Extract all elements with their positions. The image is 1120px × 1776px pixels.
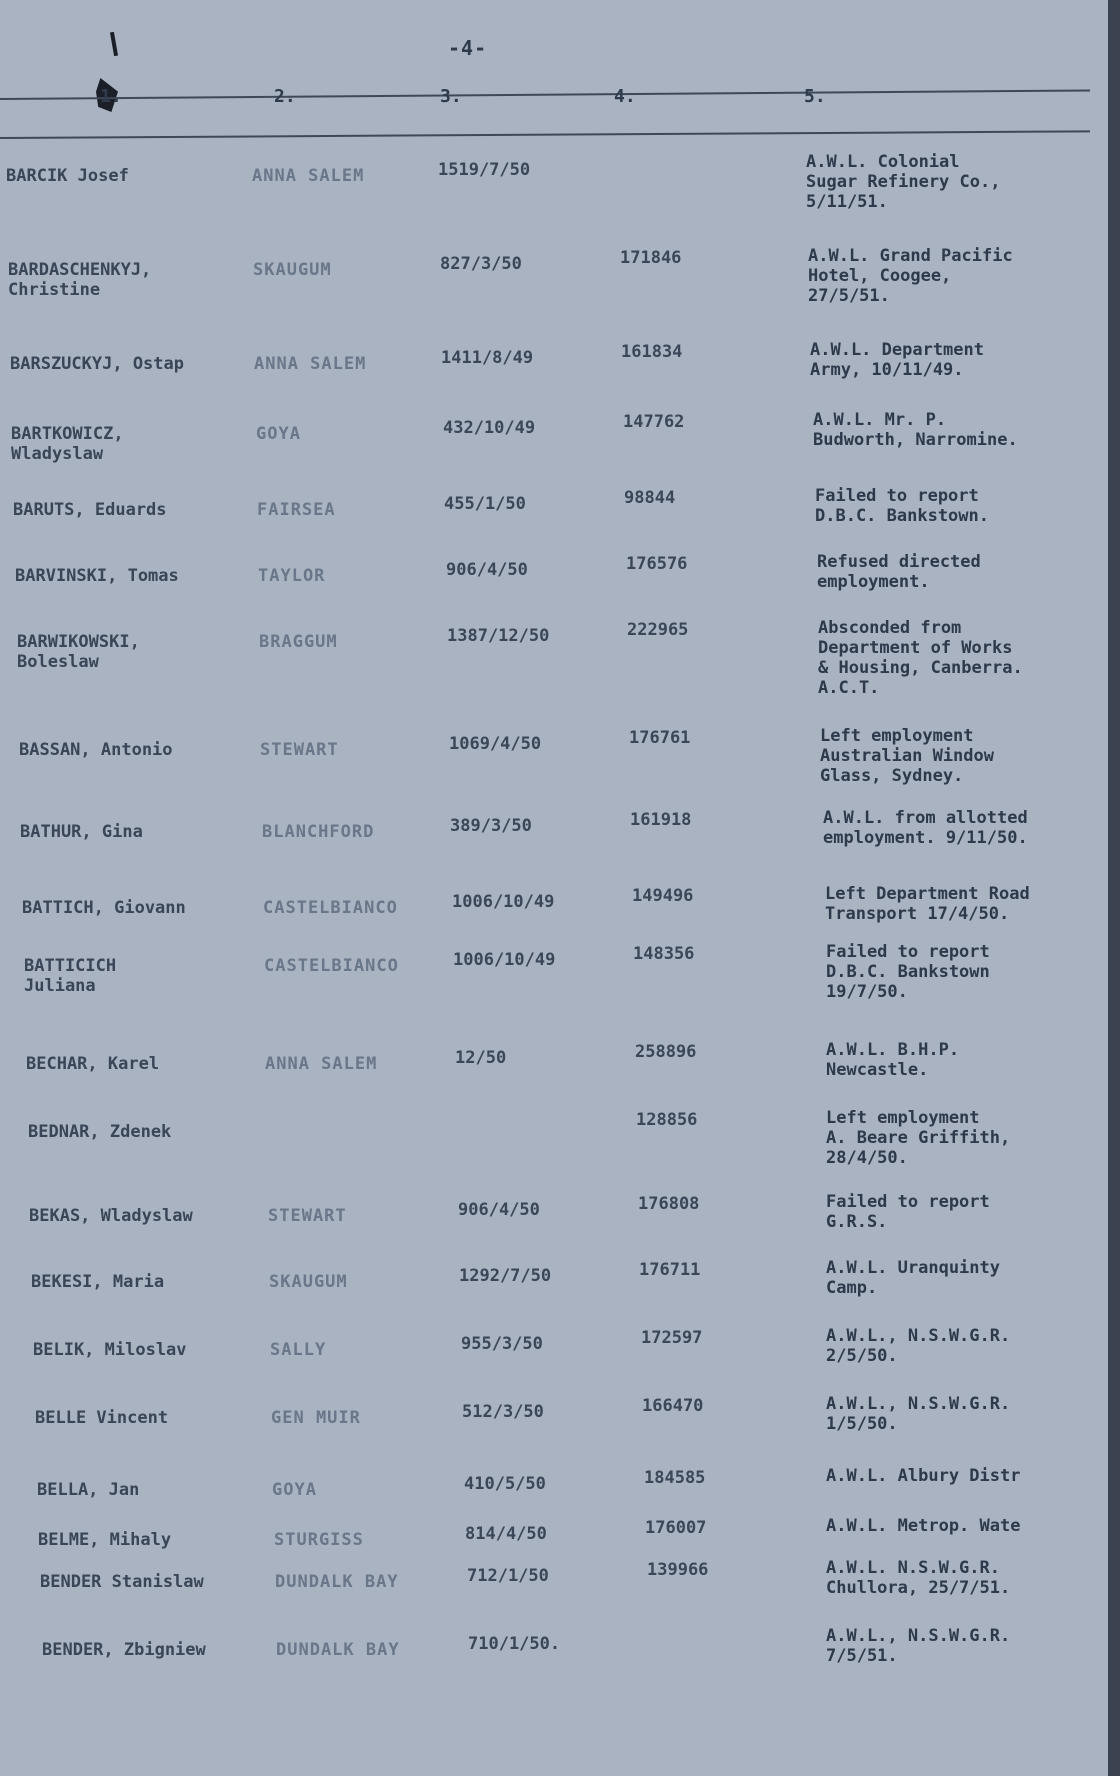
cell-reference: 906/4/50 bbox=[446, 560, 528, 580]
cell-name: BATHUR, Gina bbox=[20, 822, 143, 842]
cell-name: BEKAS, Wladyslaw bbox=[29, 1206, 193, 1226]
cell-name: BARSZUCKYJ, Ostap bbox=[10, 354, 184, 374]
cell-remark: Left Department Road Transport 17/4/50. bbox=[825, 884, 1030, 924]
cell-number: 139966 bbox=[647, 1560, 709, 1580]
cell-number: 161918 bbox=[630, 810, 692, 830]
cell-ship: FAIRSEA bbox=[257, 500, 336, 520]
cell-ship: ANNA SALEM bbox=[254, 354, 367, 374]
header-rule-top bbox=[0, 89, 1090, 100]
cell-name: BARUTS, Eduards bbox=[13, 500, 167, 520]
cell-ship: CASTELBIANCO bbox=[264, 956, 399, 976]
cell-ship: BRAGGUM bbox=[259, 632, 338, 652]
cell-ship: STURGISS bbox=[274, 1530, 364, 1550]
cell-number: 176007 bbox=[645, 1518, 707, 1538]
cell-number: 148356 bbox=[633, 944, 695, 964]
cell-remark: Failed to report G.R.S. bbox=[826, 1192, 990, 1232]
cell-reference: 1006/10/49 bbox=[453, 950, 556, 970]
cell-name: BEKESI, Maria bbox=[31, 1272, 165, 1292]
cell-remark: A.W.L. Albury Distr bbox=[826, 1466, 1021, 1486]
cell-ship: CASTELBIANCO bbox=[263, 898, 398, 918]
cell-remark: A.W.L. Metrop. Wate bbox=[826, 1516, 1021, 1536]
cell-name: BARWIKOWSKI, Boleslaw bbox=[17, 632, 140, 672]
cell-reference: 827/3/50 bbox=[440, 254, 522, 274]
cell-number: 172597 bbox=[641, 1328, 703, 1348]
cell-reference: 12/50 bbox=[455, 1048, 507, 1068]
cell-ship: SKAUGUM bbox=[253, 260, 332, 280]
cell-number: 176808 bbox=[638, 1194, 700, 1214]
cell-number: 149496 bbox=[632, 886, 694, 906]
cell-ship: SKAUGUM bbox=[269, 1272, 348, 1292]
cell-name: BATTICH, Giovann bbox=[22, 898, 186, 918]
cell-ship: STEWART bbox=[260, 740, 339, 760]
cell-reference: 432/10/49 bbox=[443, 418, 536, 438]
cell-number: 176576 bbox=[626, 554, 688, 574]
cell-remark: A.W.L. Department Army, 10/11/49. bbox=[810, 340, 984, 380]
cell-remark: A.W.L., N.S.W.G.R. 7/5/51. bbox=[826, 1626, 1011, 1666]
cell-number: 147762 bbox=[623, 412, 685, 432]
cell-name: BARTKOWICZ, Wladyslaw bbox=[11, 424, 124, 464]
cell-remark: A.W.L. B.H.P. Newcastle. bbox=[826, 1040, 960, 1080]
cell-remark: A.W.L. Mr. P. Budworth, Narromine. bbox=[813, 410, 1018, 450]
cell-remark: Left employment A. Beare Griffith, 28/4/50. bbox=[826, 1108, 1011, 1168]
cell-ship: GOYA bbox=[256, 424, 301, 444]
cell-number: 166470 bbox=[642, 1396, 704, 1416]
cell-ship: DUNDALK BAY bbox=[276, 1640, 400, 1660]
cell-number: 184585 bbox=[644, 1468, 706, 1488]
cell-name: BEDNAR, Zdenek bbox=[28, 1122, 172, 1142]
cell-number: 176761 bbox=[629, 728, 691, 748]
cell-reference: 1069/4/50 bbox=[449, 734, 542, 754]
cell-ship: GEN MUIR bbox=[271, 1408, 361, 1428]
cell-ship: ANNA SALEM bbox=[265, 1054, 378, 1074]
cell-name: BELIK, Miloslav bbox=[33, 1340, 187, 1360]
header-rule-bottom bbox=[0, 130, 1090, 139]
cell-ship: TAYLOR bbox=[258, 566, 326, 586]
page-number: -4- bbox=[448, 36, 488, 60]
cell-reference: 814/4/50 bbox=[465, 1524, 547, 1544]
cell-name: BARCIK Josef bbox=[6, 166, 129, 186]
cell-name: BENDER, Zbigniew bbox=[42, 1640, 206, 1660]
cell-ship: BLANCHFORD bbox=[262, 822, 375, 842]
cell-remark: Failed to report D.B.C. Bankstown 19/7/50. bbox=[826, 942, 990, 1002]
cell-name: BENDER Stanislaw bbox=[40, 1572, 204, 1592]
cell-name: BARVINSKI, Tomas bbox=[15, 566, 179, 586]
cell-ship: DUNDALK BAY bbox=[275, 1572, 399, 1592]
cell-reference: 906/4/50 bbox=[458, 1200, 540, 1220]
cell-ship: STEWART bbox=[268, 1206, 347, 1226]
cell-remark: A.W.L. N.S.W.G.R. Chullora, 25/7/51. bbox=[826, 1558, 1011, 1598]
cell-number: 161834 bbox=[621, 342, 683, 362]
cell-remark: A.W.L. Grand Pacific Hotel, Coogee, 27/5/51. bbox=[808, 246, 1013, 306]
cell-reference: 1519/7/50 bbox=[438, 160, 531, 180]
cell-remark: Refused directed employment. bbox=[817, 552, 981, 592]
column-header-4: 4. bbox=[614, 86, 636, 107]
cell-remark: A.W.L., N.S.W.G.R. 2/5/50. bbox=[826, 1326, 1011, 1366]
cell-reference: 955/3/50 bbox=[461, 1334, 543, 1354]
cell-remark: A.W.L. from allotted employment. 9/11/50. bbox=[823, 808, 1028, 848]
cell-number: 171846 bbox=[620, 248, 682, 268]
cell-remark: A.W.L. Colonial Sugar Refinery Co., 5/11/51. bbox=[806, 152, 1001, 212]
cell-name: BELME, Mihaly bbox=[38, 1530, 172, 1550]
cell-reference: 512/3/50 bbox=[462, 1402, 544, 1422]
cell-number: 222965 bbox=[627, 620, 689, 640]
column-header-5: 5. bbox=[804, 86, 826, 107]
page-edge bbox=[1108, 0, 1120, 1776]
cell-name: BELLA, Jan bbox=[37, 1480, 140, 1500]
cell-ship: GOYA bbox=[272, 1480, 317, 1500]
cell-number: 128856 bbox=[636, 1110, 698, 1130]
cell-reference: 1387/12/50 bbox=[447, 626, 550, 646]
cell-name: BARDASCHENKYJ, Christine bbox=[8, 260, 152, 300]
cell-reference: 1292/7/50 bbox=[459, 1266, 552, 1286]
cell-reference: 389/3/50 bbox=[450, 816, 532, 836]
cell-number: 98844 bbox=[624, 488, 676, 508]
cell-remark: A.W.L., N.S.W.G.R. 1/5/50. bbox=[826, 1394, 1011, 1434]
cell-reference: 710/1/50. bbox=[468, 1634, 561, 1654]
cell-name: BECHAR, Karel bbox=[26, 1054, 160, 1074]
cell-reference: 410/5/50 bbox=[464, 1474, 546, 1494]
cell-remark: A.W.L. Uranquinty Camp. bbox=[826, 1258, 1000, 1298]
cell-name: BATTICICH Juliana bbox=[24, 956, 117, 996]
cell-reference: 455/1/50 bbox=[444, 494, 526, 514]
column-header-2: 2. bbox=[274, 86, 296, 107]
cell-name: BASSAN, Antonio bbox=[19, 740, 173, 760]
cell-reference: 1411/8/49 bbox=[441, 348, 534, 368]
column-header-3: 3. bbox=[440, 86, 462, 107]
cell-remark: Failed to report D.B.C. Bankstown. bbox=[815, 486, 989, 526]
cell-remark: Left employment Australian Window Glass, Sydney. bbox=[820, 726, 994, 786]
cell-reference: 712/1/50 bbox=[467, 1566, 549, 1586]
cell-name: BELLE Vincent bbox=[35, 1408, 169, 1428]
cell-reference: 1006/10/49 bbox=[452, 892, 555, 912]
column-header-1: 1. bbox=[100, 86, 122, 107]
paper-tear-mark bbox=[110, 32, 118, 56]
cell-number: 176711 bbox=[639, 1260, 701, 1280]
cell-remark: Absconded from Department of Works & Housing, Canberra. A.C.T. bbox=[818, 618, 1023, 698]
cell-ship: ANNA SALEM bbox=[252, 166, 365, 186]
cell-number: 258896 bbox=[635, 1042, 697, 1062]
cell-ship: SALLY bbox=[270, 1340, 327, 1360]
